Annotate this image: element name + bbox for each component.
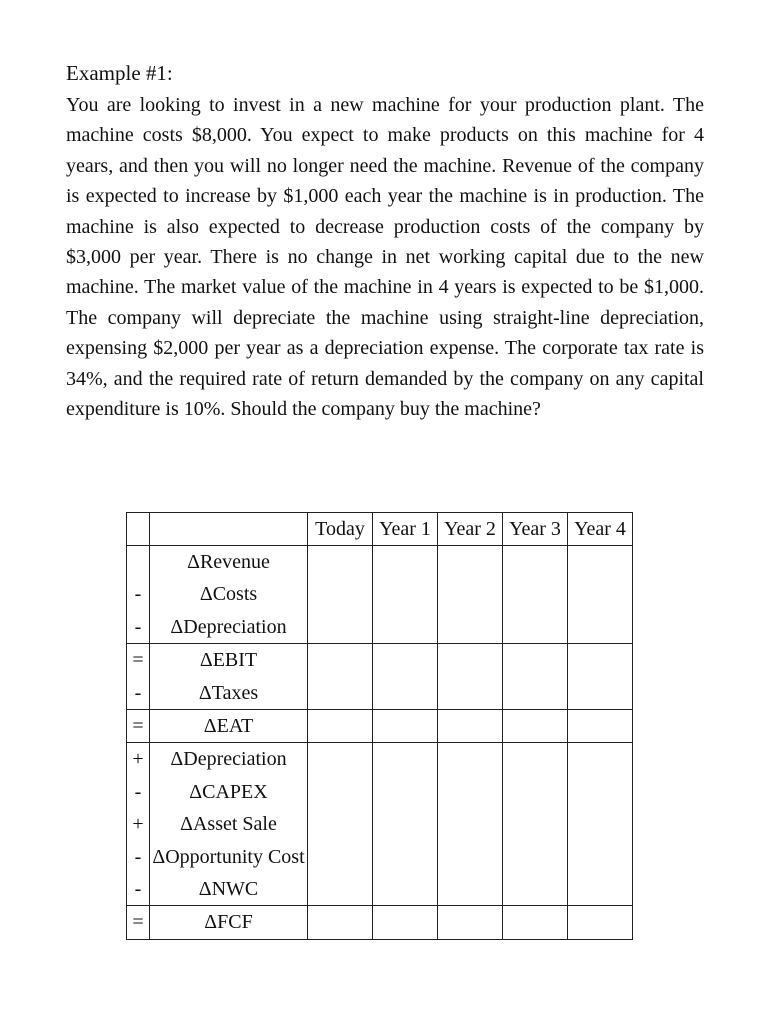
value-cell bbox=[438, 743, 503, 906]
value-cell bbox=[308, 644, 373, 710]
row-label: ΔNWC bbox=[198, 877, 259, 900]
value-cell bbox=[373, 743, 438, 906]
row-label: ΔDepreciation bbox=[170, 748, 287, 771]
value-cell bbox=[503, 709, 568, 742]
label-cell bbox=[150, 546, 308, 644]
sign-symbol: + bbox=[132, 813, 144, 836]
column-header-year-1: Year 1 bbox=[373, 513, 438, 546]
value-cell bbox=[438, 709, 503, 742]
value-cell bbox=[503, 743, 568, 906]
value-cell bbox=[438, 906, 503, 939]
value-cell bbox=[568, 906, 633, 939]
row-label: ΔCAPEX bbox=[189, 780, 268, 803]
value-cell bbox=[438, 644, 503, 710]
fcf-worksheet-table bbox=[126, 512, 633, 940]
sign-symbol: - bbox=[134, 681, 142, 704]
table-row-group bbox=[127, 709, 633, 742]
value-cell bbox=[568, 546, 633, 644]
sign-cell bbox=[127, 743, 150, 906]
column-header-year-4: Year 4 bbox=[568, 513, 633, 546]
column-header-year-3: Year 3 bbox=[503, 513, 568, 546]
row-label: ΔRevenue bbox=[187, 551, 270, 573]
sign-cell bbox=[127, 906, 150, 939]
value-cell bbox=[503, 644, 568, 710]
value-cell bbox=[568, 644, 633, 710]
value-cell bbox=[373, 709, 438, 742]
value-cell bbox=[308, 546, 373, 644]
value-cell bbox=[373, 644, 438, 710]
table-row-group bbox=[127, 546, 633, 644]
label-cell bbox=[150, 743, 308, 906]
row-label: ΔCosts bbox=[199, 583, 258, 606]
sign-symbol: - bbox=[134, 615, 142, 638]
value-cell bbox=[568, 743, 633, 906]
value-cell bbox=[308, 743, 373, 906]
example-title: Example #1: bbox=[66, 61, 173, 85]
sign-symbol: - bbox=[134, 583, 142, 606]
row-label: ΔDepreciation bbox=[170, 615, 287, 638]
header-blank-sign bbox=[127, 513, 150, 546]
value-cell bbox=[308, 709, 373, 742]
table-row-group bbox=[127, 906, 633, 939]
sign-symbol bbox=[127, 546, 149, 578]
sign-symbol: + bbox=[132, 748, 144, 771]
row-label: ΔEBIT bbox=[199, 649, 258, 672]
problem-statement: You are looking to invest in a new machine for your production plant. The machine costs $8,000. You expect to make products on this machine for 4 years, and then you will no longer need the machine. Revenue of the company is expected to increase by $1,000 each year the machine is in production. The machine is also expected to decrease production costs of the company by $3,000 per year. There is no change in net working capital due to the new machine. The market value of the machine in 4 years is expected to be $1,000. The company will depreciate the machine using straight-line depreciation, expensing $2,000 per year as a depreciation expense. The corporate tax rate is 34%, and the required rate of return demanded by the company on any capital expenditure is 10%. Should the company buy the machine? bbox=[66, 94, 704, 421]
column-header-today: Today bbox=[308, 513, 373, 546]
table-row-group bbox=[127, 743, 633, 906]
row-label: ΔAsset Sale bbox=[180, 813, 277, 836]
sign-cell bbox=[127, 644, 150, 710]
sign-cell bbox=[127, 709, 150, 742]
sign-symbol: - bbox=[134, 845, 142, 868]
sign-symbol: = bbox=[132, 911, 144, 934]
sign-symbol: - bbox=[134, 780, 142, 803]
row-label: ΔFCF bbox=[204, 911, 253, 934]
sign-symbol: = bbox=[132, 649, 144, 672]
value-cell bbox=[568, 709, 633, 742]
value-cell bbox=[503, 546, 568, 644]
label-cell bbox=[150, 644, 308, 710]
value-cell bbox=[503, 906, 568, 939]
sign-cell bbox=[127, 546, 150, 644]
sign-symbol: - bbox=[134, 877, 142, 900]
row-label: ΔEAT bbox=[203, 714, 254, 737]
value-cell bbox=[373, 546, 438, 644]
value-cell bbox=[373, 906, 438, 939]
sign-symbol: = bbox=[132, 714, 144, 737]
column-header-year-2: Year 2 bbox=[438, 513, 503, 546]
row-label: ΔTaxes bbox=[198, 681, 259, 704]
value-cell bbox=[308, 906, 373, 939]
value-cell bbox=[438, 546, 503, 644]
label-cell bbox=[150, 906, 308, 939]
table-header-row bbox=[127, 513, 633, 546]
table-row-group bbox=[127, 644, 633, 710]
label-cell bbox=[150, 709, 308, 742]
row-label: ΔOpportunity Cost bbox=[152, 845, 305, 868]
header-blank-label bbox=[150, 513, 308, 546]
